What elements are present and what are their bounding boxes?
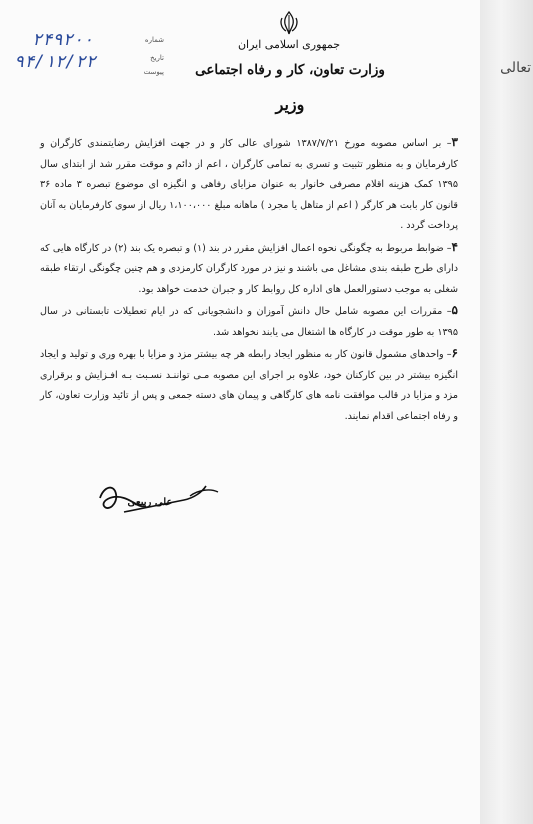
clause-3-number: ۳ — [451, 135, 458, 149]
clause-6-text: – واحدهای مشمول قانون کار به منظور ایجاد رابطه هر چه بیشتر مزد و مزایا با بهره وری و تولید و ایجاد انگیزه بیشتر در بین کارکنان خود، علاوه بر اجرای این مصوبه مـی تواننـد نسـبت بـه افـزایش و برقراری مزد و مزایا در قالب موافقت نامه های کارگاهی و پیمان های دسته جمعی و پس از تائید وزارت تعاون، کار و رفاه اجتماعی اقدام نمایند. — [40, 349, 458, 422]
ministry-title: وزارت تعاون، کار و رفاه اجتماعی — [195, 62, 385, 78]
next-page-edge-text: تعالی — [500, 60, 531, 76]
next-page-edge — [480, 0, 533, 824]
clause-5-text: – مقررات این مصوبه شامل حال دانش آموزان و دانشجویانی که در ایام تعطیلات تابستانی در سال ۱۳۹۵ به طور موقت در کارگاه ها اشتغال می یابند نخواهد شد. — [40, 306, 458, 338]
letter-attachment-label: پیوست — [143, 68, 164, 76]
signature-name: علی ربیعی — [127, 497, 173, 508]
letter-number-row — [14, 30, 164, 52]
letter-body — [40, 132, 458, 427]
iran-emblem-icon — [278, 10, 300, 36]
letter-meta — [14, 30, 164, 90]
letter-date-label: تاریخ — [150, 54, 164, 62]
clause-4-text: – ضوابط مربوط به چگونگی نحوه اعمال افزایش مقرر در بند (۱) و تبصره یک بند (۲) در کارگاه هایی که دارای طرح طبقه بندی مشاغل می باشند و نیز در مورد کارگران کارمزدی و هم چنین چگونگی ارتقاء طبقه شغلی به موجب دستورالعمل های اداره کل روابط کار و جبران خدمت خواهد بود. — [40, 242, 458, 295]
minister-title: وزیر — [275, 95, 305, 114]
clause-4-number: ۴ — [451, 239, 458, 254]
republic-title: جمهوری اسلامی ایران — [237, 38, 341, 51]
clause-3 — [40, 132, 458, 237]
clause-6-number: ۶ — [451, 346, 458, 360]
letter-date-value: ۹۴/۱۲/۲۲ — [14, 52, 96, 72]
clause-5-number: ۵ — [451, 303, 458, 317]
letter-number-value: ۲۴۹۲۰۰ — [32, 30, 94, 50]
clause-5 — [40, 300, 458, 343]
clause-3-text: – بر اساس مصوبه مورخ ۱۳۸۷/۷/۲۱ شورای عالی کار و در جهت افزایش رضایتمندی کارگران و کارفرمایان و به منظور تثبیت و تسری به تمامی کارگران ، اعم از دائم و موقت مقرر شد از ابتدای سال ۱۳۹۵ کمک هزینه اقلام مصرفی خانوار به عنوان مزایای رفاهی و انگیزه ای موضوع تبصره ۳ ماده ۳۶ قانون کار بابت هر کارگر ( اعم از متاهل یا مجرد ) ماهانه مبلغ ۱،۱۰۰،۰۰۰ ریال از سوی کارفرمایان به آنان پرداخت گردد . — [40, 138, 459, 231]
clause-6 — [40, 343, 458, 427]
letter-number-label: شماره — [144, 36, 164, 44]
letter-attachment-row — [14, 66, 164, 88]
clause-4 — [40, 237, 458, 301]
